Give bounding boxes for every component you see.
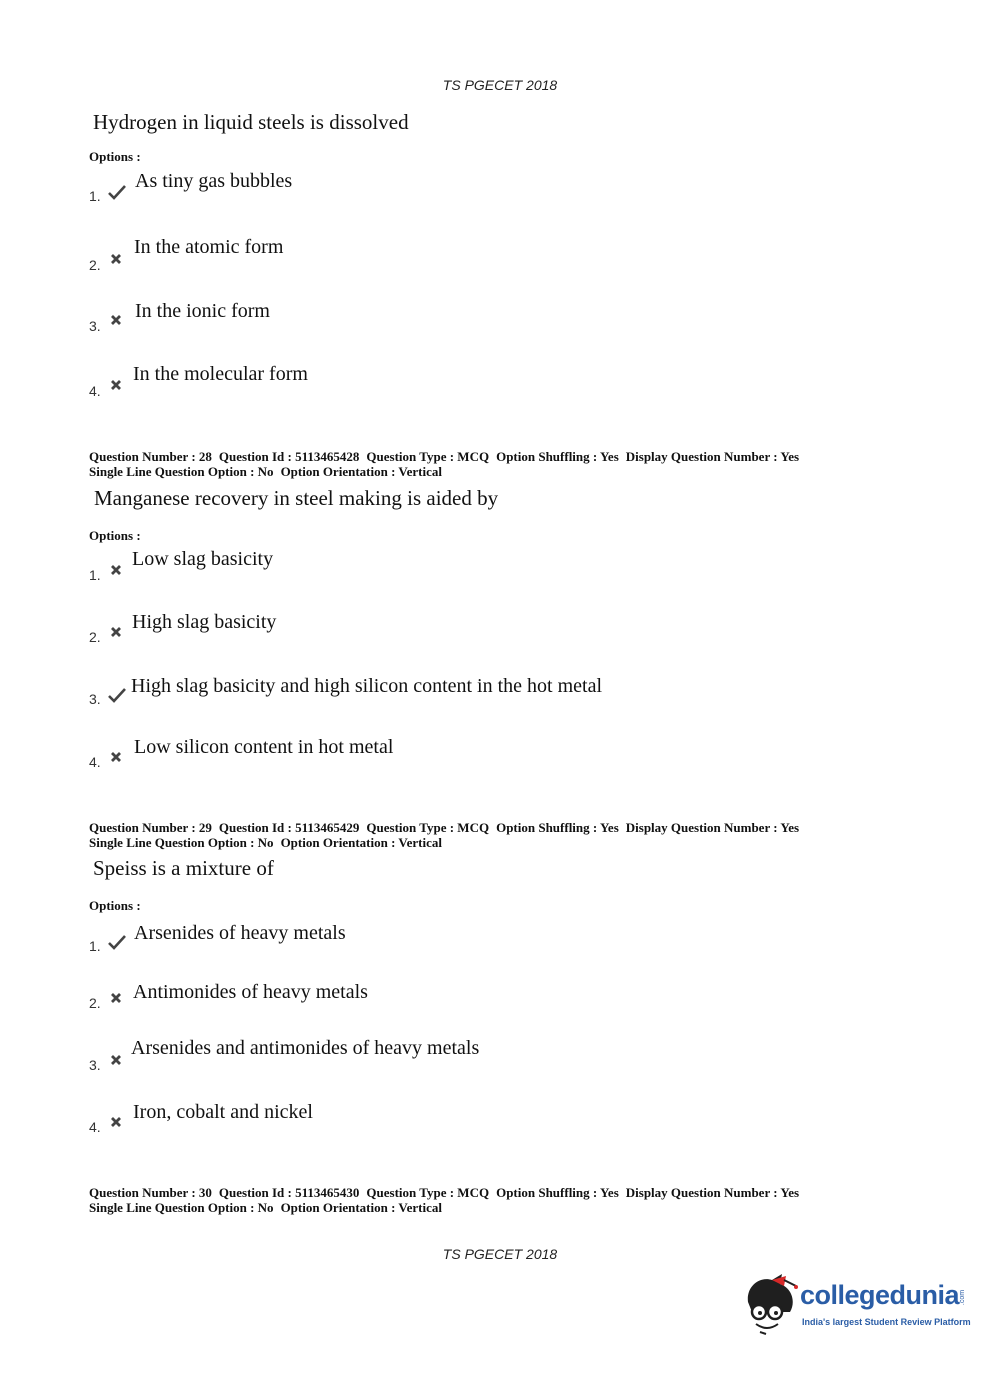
meta-question-number: Question Number : 28 <box>89 449 212 464</box>
option-number: 2. <box>89 629 101 645</box>
check-icon <box>108 184 126 200</box>
cross-icon <box>110 1054 122 1066</box>
meta-single-line: Single Line Question Option : No <box>89 1200 274 1215</box>
meta-single-line: Single Line Question Option : No <box>89 464 274 479</box>
option-number: 3. <box>89 318 101 334</box>
page-header: TS PGECET 2018 <box>442 77 558 93</box>
option-number: 4. <box>89 1119 101 1135</box>
check-icon <box>108 687 126 703</box>
option-number: 4. <box>89 754 101 770</box>
cross-icon <box>110 564 122 576</box>
meta-single-line: Single Line Question Option : No <box>89 835 274 850</box>
option-text: In the molecular form <box>133 363 308 385</box>
options-label: Options : <box>89 528 141 543</box>
option-text: Low silicon content in hot metal <box>134 736 394 758</box>
option-text: As tiny gas bubbles <box>135 170 293 192</box>
meta-question-id: Question Id : 5113465428 <box>218 449 360 464</box>
option-text: Iron, cobalt and nickel <box>133 1101 313 1123</box>
cross-icon <box>110 751 122 763</box>
option-number: 3. <box>89 1057 101 1073</box>
meta-question-id: Question Id : 5113465429 <box>218 820 360 835</box>
question-text: Manganese recovery in steel making is aided by <box>94 486 499 510</box>
meta-display-question-number: Display Question Number : Yes <box>625 820 800 835</box>
meta-orientation: Option Orientation : Vertical <box>280 1200 442 1215</box>
question-meta <box>89 820 806 850</box>
question-meta <box>89 449 806 479</box>
question-meta <box>89 1185 806 1215</box>
cross-icon <box>110 626 122 638</box>
question-text: Speiss is a mixture of <box>93 856 274 880</box>
mascot-icon <box>742 1272 800 1336</box>
meta-option-shuffling: Option Shuffling : Yes <box>496 1185 619 1200</box>
option-number: 1. <box>89 188 101 204</box>
option-text: In the ionic form <box>135 300 270 322</box>
meta-display-question-number: Display Question Number : Yes <box>625 1185 800 1200</box>
options-label: Options : <box>89 898 141 913</box>
option-number: 1. <box>89 567 101 583</box>
meta-orientation: Option Orientation : Vertical <box>280 464 442 479</box>
collegedunia-logo <box>742 1270 972 1336</box>
option-text: Low slag basicity <box>132 548 274 570</box>
meta-option-shuffling: Option Shuffling : Yes <box>496 449 619 464</box>
cross-icon <box>110 314 122 326</box>
logo-brand: collegedunia <box>800 1280 960 1310</box>
option-number: 3. <box>89 691 101 707</box>
option-number: 1. <box>89 938 101 954</box>
option-text: Antimonides of heavy metals <box>133 981 368 1003</box>
meta-question-type: Question Type : MCQ <box>366 1185 490 1200</box>
option-number: 4. <box>89 383 101 399</box>
meta-question-id: Question Id : 5113465430 <box>218 1185 360 1200</box>
logo-suffix: .com <box>959 1289 967 1306</box>
option-text: Arsenides of heavy metals <box>134 922 346 944</box>
option-text: Arsenides and antimonides of heavy metals <box>131 1037 480 1059</box>
cross-icon <box>110 1116 122 1128</box>
logo-tagline: India's largest Student Review Platform <box>802 1317 971 1327</box>
meta-question-type: Question Type : MCQ <box>366 449 490 464</box>
check-icon <box>108 934 126 950</box>
question-text: Hydrogen in liquid steels is dissolved <box>93 110 409 134</box>
meta-question-number: Question Number : 29 <box>89 820 212 835</box>
option-text: In the atomic form <box>134 236 284 258</box>
cross-icon <box>110 379 122 391</box>
meta-orientation: Option Orientation : Vertical <box>280 835 442 850</box>
option-text: High slag basicity and high silicon content in the hot metal <box>131 675 603 697</box>
meta-option-shuffling: Option Shuffling : Yes <box>496 820 619 835</box>
option-text: High slag basicity <box>132 611 277 633</box>
cross-icon <box>110 253 122 265</box>
option-number: 2. <box>89 995 101 1011</box>
option-number: 2. <box>89 257 101 273</box>
cross-icon <box>110 992 122 1004</box>
meta-question-type: Question Type : MCQ <box>366 820 490 835</box>
meta-display-question-number: Display Question Number : Yes <box>625 449 800 464</box>
options-label: Options : <box>89 149 141 164</box>
page-footer: TS PGECET 2018 <box>442 1246 558 1262</box>
meta-question-number: Question Number : 30 <box>89 1185 212 1200</box>
